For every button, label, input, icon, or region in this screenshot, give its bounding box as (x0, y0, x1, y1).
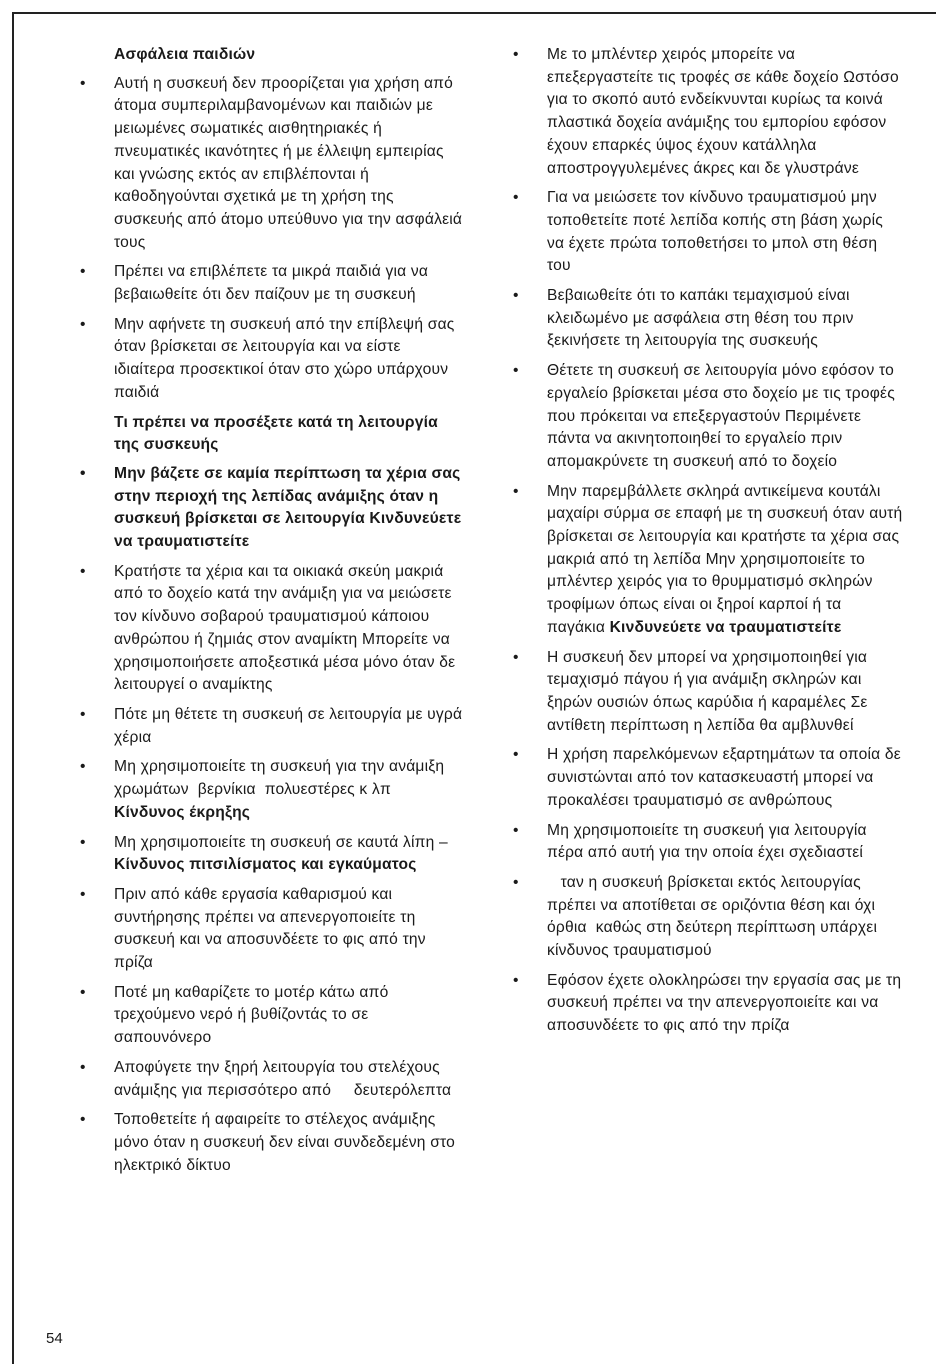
warning-list-item: • Μην βάζετε σε καμία περίπτωση τα χέρια σας στην περιοχή της λεπίδας ανάμιξης όταν η συσκευή βρίσκεται σε λειτουργία Κινδυνεύετε να τραυματιστείτε (80, 463, 465, 554)
list-item: • Αποφύγετε την ξηρή λειτουργία του στελέχους ανάμιξης για περισσότερο από δευτερόλεπτα (80, 1057, 465, 1102)
operation-safety-heading: Τι πρέπει να προσέξετε κατά τη λειτουργία της συσκευής (114, 413, 438, 454)
list-item (80, 756, 465, 824)
list-item: • Πριν από κάθε εργασία καθαρισμού και συντήρησης πρέπει να απενεργοποιείτε τη συσκευή και να αποσυνδέετε το φις από την πρίζα (80, 884, 465, 975)
list-item: • Εφόσον έχετε ολοκληρώσει την εργασία σας με τη συσκευή πρέπει να την απενεργοποιείτε και να αποσυνδέετε το φις από την πρίζα (513, 970, 903, 1038)
list-item (513, 481, 903, 640)
right-column (513, 44, 903, 1045)
left-column (80, 44, 465, 1184)
list-item: • Ποτέ μη καθαρίζετε το μοτέρ κάτω από τρεχούμενο νερό ή βυθίζοντάς το σε σαπουνόνερο (80, 982, 465, 1050)
list-item (80, 832, 465, 877)
list-item: • Μη χρησιμοποιείτε τη συσκευή για λειτουργία πέρα από αυτή για την οποία έχει σχεδιαστεί (513, 820, 903, 865)
item-text: Μη χρησιμοποιείτε τη συσκευή σε καυτά λίπη – (114, 833, 448, 851)
list-item: • Τοποθετείτε ή αφαιρείτε το στέλεχος ανάμιξης μόνο όταν η συσκευή δεν είναι συνδεδεμένη στο ηλεκτρικό δίκτυο (80, 1109, 465, 1177)
child-safety-heading: Ασφάλεια παιδιών (114, 46, 256, 63)
burn-warning: Κίνδυνος πιτσιλίσματος και εγκαύματος (114, 856, 417, 874)
list-item: • Η χρήση παρελκόμενων εξαρτημάτων τα οποία δε συνιστώνται από τον κατασκευαστή μπορεί να προκαλέσει τραυματισμό σε ανθρώπους (513, 744, 903, 812)
item-text: Μην παρεμβάλλετε σκληρά αντικείμενα κουτάλι μαχαίρι σύρμα σε επαφή με τη συσκευή όταν αυτή βρίσκεται σε λειτουργία και κρατήστε τα χέρια σας μακριά από τη λεπίδα Μην χρησιμοποιείτε το μπλέντερ χειρός για το θρυμματισμό σκληρών τροφίμων όπως είναι οι ξηροί καρποί ή τα παγάκια (547, 482, 903, 636)
list-item: • Η συσκευή δεν μπορεί να χρησιμοποιηθεί για τεμαχισμό πάγου ή για ανάμιξη σκληρών και ξηρών ουσιών όπως καρύδια ή καραμέλες Σε αντίθετη περίπτωση η λεπίδα θα αμβλυνθεί (513, 647, 903, 738)
explosion-warning: Κίνδυνος έκρηξης (114, 803, 251, 821)
item-text: Μη χρησιμοποιείτε τη συσκευή για την ανάμιξη χρωμάτων βερνίκια πολυεστέρες κ λπ (114, 758, 449, 799)
list-item: • ταν η συσκευή βρίσκεται εκτός λειτουργίας πρέπει να αποτίθεται σε οριζόντια θέση και όχι όρθια καθώς στη δεύτερη περίπτωση υπάρχει κίνδυνος τραυματισμού (513, 872, 903, 963)
list-item: • Με το μπλέντερ χειρός μπορείτε να επεξεργαστείτε τις τροφές σε κάθε δοχείο Ωστόσο για το σκοπό αυτό ενδείκνυνται κυρίως τα κοινά πλαστικά δοχεία ανάμιξης του εμπορίου εφόσον έχουν επαρκές ύψος έχουν κατάλληλα αποστρογγυλεμένες άκρες και δε γλυστράνε (513, 44, 903, 180)
list-item: • Βεβαιωθείτε ότι το καπάκι τεμαχισμού είναι κλειδωμένο με ασφάλεια στη θέση του πριν ξεκινήσετε τη λειτουργία της συσκευής (513, 285, 903, 353)
list-item: • Αυτή η συσκευή δεν προορίζεται για χρήση από άτομα συμπεριλαμβανομένων και παιδιών με μειωμένες σωματικές αισθητηριακές ή πνευματικές ικανότητες ή με έλλειψη εμπειρίας και γνώσης εκτός αν επιβλέπονται ή καθοδηγούνται σχετικά με τη χρήση της συσκευής από άτομο υπεύθυνο για την ασφάλειά τους (80, 73, 465, 255)
page-border-left (12, 12, 14, 1364)
list-item: • Για να μειώσετε τον κίνδυνο τραυματισμού μην τοποθετείτε ποτέ λεπίδα κοπής στη βάση χωρίς να έχετε πρώτα τοποθετήσει το μπολ στη θέση του (513, 187, 903, 278)
list-item: • Μην αφήνετε τη συσκευή από την επίβλεψή σας όταν βρίσκεται σε λειτουργία και να είστε ιδιαίτερα προσεκτικοί όταν στο χώρο υπάρχουν παιδιά (80, 314, 465, 405)
page-number: 54 (46, 1330, 63, 1347)
list-item: • Κρατήστε τα χέρια και τα οικιακά σκεύη μακριά από το δοχείο κατά την ανάμιξη για να μειώσετε τον κίνδυνο σοβαρού τραυματισμού κάποιου ανθρώπου ή ζημιάς στον αναμίκτη Μπορείτε να χρησιμοποιήσετε αποξεστικά μέσα μόνο όταν δε λειτουργεί ο αναμίκτης (80, 561, 465, 697)
injury-warning: Κινδυνεύετε να τραυματιστείτε (609, 618, 842, 636)
page-border-top (14, 12, 936, 14)
list-item: • Πότε μη θέτετε τη συσκευή σε λειτουργία με υγρά χέρια (80, 704, 465, 749)
list-item: • Πρέπει να επιβλέπετε τα μικρά παιδιά για να βεβαιωθείτε ότι δεν παίζουν με τη συσκευή (80, 261, 465, 306)
list-item: • Θέτετε τη συσκευή σε λειτουργία μόνο εφόσον το εργαλείο βρίσκεται μέσα στο δοχείο με τις τροφές που πρόκειται να επεξεργαστούν Περιμένετε πάντα να ακινητοποιηθεί το εργαλείο πριν απομακρύνετε τη συσκευή από το δοχείο (513, 360, 903, 474)
